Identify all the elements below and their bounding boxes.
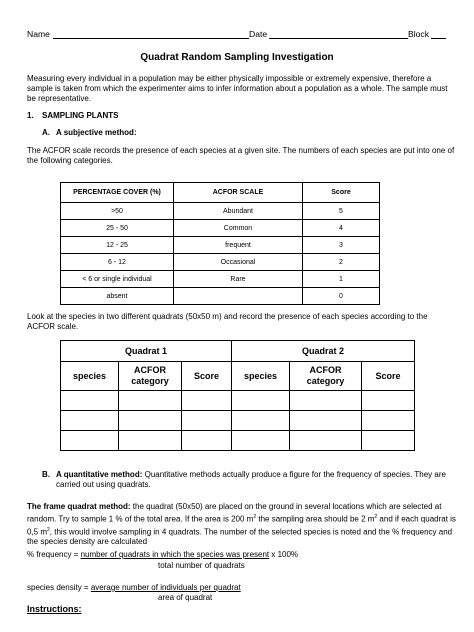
blank-cell[interactable] [232, 391, 290, 411]
blank-cell[interactable] [232, 411, 290, 431]
block-field[interactable] [431, 29, 446, 39]
blank-cell[interactable] [119, 431, 182, 451]
section-1-number: 1. [27, 111, 34, 120]
density-formula [27, 583, 241, 593]
acfor-cell: 25 - 50 [61, 220, 174, 237]
section-b-text: Quantitative methods actually produce a figure for the frequency of species. They are carried out using quadrats. [56, 470, 446, 489]
table-row [61, 237, 380, 254]
acfor-header-cell: PERCENTAGE COVER (%) [61, 183, 174, 203]
acfor-cell [174, 288, 303, 305]
density-lhs: species density = [27, 583, 91, 592]
acfor-cell: absent [61, 288, 174, 305]
acfor-cell: frequent [174, 237, 303, 254]
section-b-heading: A quantitative method: [56, 470, 143, 479]
date-field[interactable] [269, 29, 408, 39]
frame-sup-1: 2 [253, 514, 257, 520]
table-row [61, 271, 380, 288]
frame-text-3: and if each quadrat is 0,5 m [27, 514, 456, 537]
acfor-header-line1: ACFOR [134, 365, 166, 375]
name-field[interactable] [53, 29, 249, 39]
frequency-numerator: number of quadrats in which the species was present [80, 550, 270, 559]
acfor-cell: 2 [303, 254, 380, 271]
blank-cell[interactable] [362, 431, 415, 451]
table-row [61, 391, 415, 411]
frequency-denominator: total number of quadrats [158, 561, 245, 570]
frequency-lhs: % frequency = [27, 550, 81, 559]
frequency-multiplier: x 100% [269, 550, 299, 559]
frame-sup-2: 2 [374, 514, 378, 520]
acfor-cell: < 6 or single individual [61, 271, 174, 288]
blank-cell[interactable] [290, 391, 362, 411]
quadrat-column-row [61, 362, 415, 391]
acfor-description: The ACFOR scale records the presence of each species at a given site. The numbers of each species are put into one of the following categories. [27, 146, 455, 165]
frame-sup-3: 2 [47, 526, 50, 533]
frame-text-2: the sampling area should be 2 m [256, 514, 375, 524]
section-b-paragraph [56, 470, 456, 490]
acfor-cell: >50 [61, 203, 174, 220]
acfor-category-header [119, 362, 182, 391]
blank-cell[interactable] [61, 431, 119, 451]
frequency-formula [27, 550, 298, 560]
acfor-header-line2: category [306, 376, 345, 386]
page-title: Quadrat Random Sampling Investigation [140, 52, 334, 63]
acfor-header-cell: ACFOR SCALE [174, 183, 303, 203]
frame-quadrat-paragraph [27, 502, 457, 547]
quadrat-2-header: Quadrat 2 [232, 341, 415, 362]
acfor-cell: Abundant [174, 203, 303, 220]
species-header: species [232, 362, 290, 391]
blank-cell[interactable] [290, 431, 362, 451]
table-row [61, 203, 380, 220]
acfor-cell: 5 [303, 203, 380, 220]
acfor-cell: Common [174, 220, 303, 237]
quadrat-instruction-text: Look at the species in two different quadrats (50x50 m) and record the presence of each species according to the ACFOR scale. [27, 312, 428, 331]
acfor-header-cell: Score [303, 183, 380, 203]
section-a-letter: A. [42, 128, 50, 137]
acfor-header-line2: category [131, 376, 169, 386]
table-row [61, 431, 415, 451]
blank-cell[interactable] [182, 431, 232, 451]
section-b-letter: B. [42, 470, 50, 479]
quadrat-table [60, 340, 415, 451]
block-label: Block [408, 29, 430, 39]
density-numerator: average number of individuals per quadrat [90, 583, 241, 592]
intro-paragraph: Measuring every individual in a population may be either physically impossible or extremely expensive, therefore a sample is taken from which the experimenter aims to infer information about a population as a whole. The sample must be representative. [27, 74, 448, 103]
acfor-cell: 6 - 12 [61, 254, 174, 271]
name-label: Name [27, 29, 50, 39]
table-row [61, 254, 380, 271]
table-row [61, 411, 415, 431]
acfor-header-row [61, 183, 380, 203]
blank-cell[interactable] [61, 411, 119, 431]
density-denominator: area of quadrat [158, 593, 213, 602]
score-header: Score [182, 362, 232, 391]
date-label: Date [249, 29, 268, 39]
acfor-cell: 1 [303, 271, 380, 288]
acfor-table [60, 182, 380, 305]
acfor-header-line1: ACFOR [309, 365, 342, 375]
blank-cell[interactable] [119, 411, 182, 431]
blank-cell[interactable] [119, 391, 182, 411]
acfor-cell: 12 - 25 [61, 237, 174, 254]
acfor-cell: Occasional [174, 254, 303, 271]
acfor-cell: 3 [303, 237, 380, 254]
blank-cell[interactable] [362, 391, 415, 411]
frame-heading: The frame quadrat method: [27, 502, 131, 511]
blank-cell[interactable] [362, 411, 415, 431]
section-a-heading: A subjective method: [56, 128, 137, 137]
score-header: Score [362, 362, 415, 391]
frame-text-1: the quadrat (50x50) are placed on the ground in several locations which are selected at random. Try to sample 1 % of the total area. If the area is 200 m [27, 502, 442, 524]
quadrat-group-row [61, 341, 415, 362]
frame-text-4: , this would involve sampling in 4 quadrats. The number of the selected species is noted and the % frequency and the species density are calculated [27, 527, 453, 547]
acfor-cell: Rare [174, 271, 303, 288]
blank-cell[interactable] [290, 411, 362, 431]
quadrat-1-header: Quadrat 1 [61, 341, 232, 362]
acfor-category-header [290, 362, 362, 391]
section-1-heading: SAMPLING PLANTS [42, 111, 119, 120]
blank-cell[interactable] [182, 411, 232, 431]
blank-cell[interactable] [232, 431, 290, 451]
species-header: species [61, 362, 119, 391]
instructions-heading: Instructions: [27, 604, 82, 614]
table-row [61, 288, 380, 305]
table-row [61, 220, 380, 237]
blank-cell[interactable] [182, 391, 232, 411]
blank-cell[interactable] [61, 391, 119, 411]
acfor-cell: 4 [303, 220, 380, 237]
acfor-cell: 0 [303, 288, 380, 305]
